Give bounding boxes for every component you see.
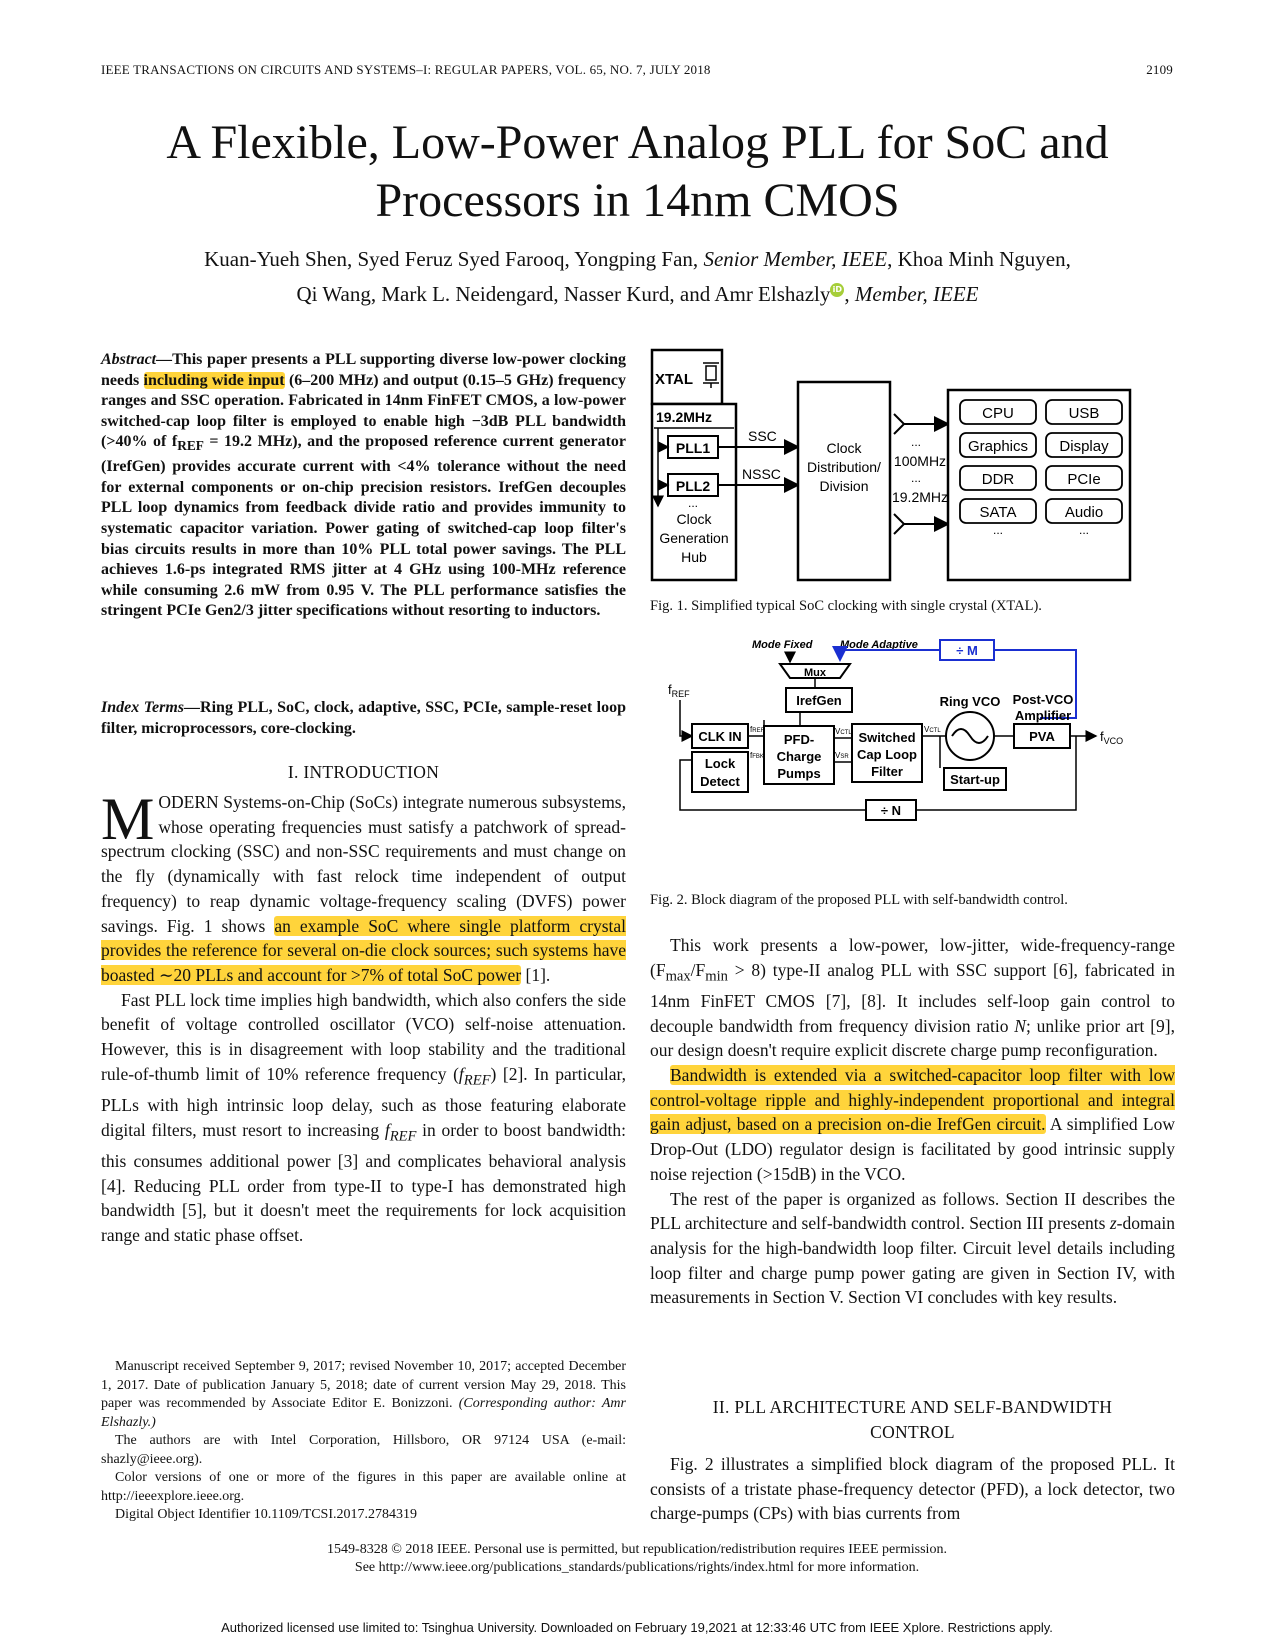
abstract [101, 350, 626, 622]
xtal-label: XTAL [654, 371, 694, 388]
figure-2-diagram [650, 636, 1170, 836]
footnotes [101, 1358, 626, 1525]
footnote-1 [101, 1358, 626, 1432]
footnote-2: The authors are with Intel Corporation, Hillsboro, OR 97124 USA (e-mail: shazly@ieee.org). [101, 1433, 626, 1467]
subsystem-label-cpu: CPU [982, 405, 1014, 422]
figure-2-caption: Fig. 2. Block diagram of the proposed PLL with self-bandwidth control. [650, 892, 1068, 908]
right-paragraph-3 [650, 1187, 1175, 1311]
hub-dots: ... [687, 496, 699, 510]
filter-label-2: Cap Loop [857, 747, 917, 762]
footnote-3: Color versions of one or more of the figures in this paper are available online at http://ieeexplore.ieee.org. [101, 1470, 626, 1504]
subsystem-label-audio: Audio [1064, 504, 1104, 521]
fref-small-label: fREF [750, 725, 765, 734]
pva-label-2: Amplifier [1014, 708, 1072, 723]
nssc-label: NSSC [742, 466, 781, 482]
title-line-1: A Flexible, Low-Power Analog PLL for SoC and [166, 116, 1109, 169]
pfd-label-1: PFD- [783, 732, 815, 747]
right-p1-a: This work presents a low-power, low-jitter, wide-frequency-range (F [650, 935, 1175, 980]
right-p1-c: > 8) type-II analog PLL with SSC support [6], fabricated in 14nm FinFET CMOS [7], [8]. It includes self-loop gain control to decouple bandwidth from frequency division ratio [650, 959, 1175, 1036]
running-header [101, 62, 1173, 78]
figure-1-diagram [650, 348, 1170, 588]
subsystem-label-graphics: Graphics [967, 438, 1029, 455]
fref-symbol-2: f [384, 1119, 390, 1140]
freq-100mhz: 100MHz [893, 453, 947, 469]
corresponding-author: (Corresponding author: Amr Elshazly.) [101, 1396, 626, 1430]
dist-label-2: Distribution/ [807, 459, 881, 475]
right-p3-a: The rest of the paper is organized as follows. Section II describes the PLL architecture and self-bandwidth control. Section III presents [650, 1188, 1175, 1234]
author-membership-2: Member, IEEE [854, 282, 979, 306]
fmin-sub: min [705, 968, 728, 985]
ssc-label: SSC [748, 428, 777, 444]
abstract-text-1: This paper presents a PLL supporting diverse low-power clocking needs [101, 351, 626, 389]
freq-19mhz: 19.2MHz [891, 489, 949, 505]
pll1-label: PLL1 [675, 440, 711, 456]
right-p2-b: A simplified Low Drop-Out (LDO) regulator design is facilitated by good intrinsic supply noise rejection (>15dB) in the VCO. [650, 1114, 1175, 1184]
intro-text [101, 786, 627, 1248]
section-2-title-line-2: CONTROL [870, 1422, 955, 1442]
startup-label: Start-up [950, 772, 1000, 787]
right-paragraph-2 [650, 1063, 1175, 1187]
fref-sub: REF [463, 1072, 491, 1089]
section-heading-2 [650, 1395, 1175, 1445]
ring-vco-label: Ring VCO [939, 694, 1001, 709]
right-p1-d: ; unlike prior art [9], our design doesn't require explicit discrete charge pump reconfiguration. [650, 1015, 1175, 1061]
author-line-1 [80, 242, 1195, 277]
author-names-1b: , Khoa Minh Nguyen, [887, 247, 1071, 271]
vctl2-small-label: VCTL [924, 725, 941, 734]
figure-1-caption: Fig. 1. Simplified typical SoC clocking with single crystal (XTAL). [650, 598, 1042, 614]
pfd-label-2: Charge [776, 749, 822, 764]
right-paragraph-4: Fig. 2 illustrates a simplified block diagram of the proposed PLL. It consists of a tristate phase-frequency detector (PFD), a lock detector, two charge-pumps (CPs) with bias currents from [650, 1454, 1175, 1524]
vsr-small-label: VSR [835, 751, 849, 760]
index-terms-text: Ring PLL, SoC, clock, adaptive, SSC, PCIe, sample-reset loop filter, microprocessors, core-clocking. [101, 699, 627, 737]
hub-label-2: Generation [659, 530, 729, 546]
abstract-text-3: = 19.2 MHz), and the proposed reference current generator (IrefGen) provides accurate current with <4% tolerance without the need for external components or on-chip precision resistors. IrefGen decouples PLL loop dynamics from feedback divide ratio and provides immunity to systematic capacitor variation. Power gating of switched-cap loop filter's bias circuits results in more than 10% PLL total power savings. The PLL achieves 1.6-ps integrated RMS jitter at 4 GHz using 100-MHz reference while consuming 2.6 mW from 0.95 V. The PLL performance satisfies the stringent PCIe Gen2/3 jitter specifications without resorting to inductors. [101, 433, 626, 620]
divide-m-label: ÷ M [956, 643, 978, 658]
title-line-2: Processors in 14nm CMOS [375, 174, 900, 227]
section-2-title-line-1: II. PLL ARCHITECTURE AND SELF-BANDWIDTH [712, 1397, 1113, 1417]
right-column-text [650, 933, 1175, 1310]
hub-label-1: Clock [676, 511, 712, 527]
highlight-2: an example SoC where single platform crystal provides the reference for several on-die clock sources; such systems have boasted ∼20 PLLs and account for >7% of total SoC power [101, 915, 627, 985]
intro-p2-text-c: in order to boost bandwidth: this consumes additional power [3] and complicates behavioral analysis [4]. Reducing PLL order from type-II to type-I has demonstrated high bandwidth [5], but it doesn't meet the requirements for lock acquisition range and static phase offset. [101, 1119, 626, 1245]
author-names-2: Qi Wang, Mark L. Neidengard, Nasser Kurd, and Amr Elshazly [296, 282, 831, 306]
ffbk-small-label: fFBK [750, 751, 764, 760]
subsystem-label-ddr: DDR [981, 471, 1015, 488]
author-names-1: Kuan-Yueh Shen, Syed Feruz Syed Farooq, Yongping Fan, [204, 247, 704, 271]
pva-label: PVA [1029, 729, 1055, 744]
divide-n-label: ÷ N [880, 803, 902, 818]
dist-dots-2: ... [910, 471, 922, 485]
intro-paragraph-1 [101, 786, 627, 988]
filter-label-3: Filter [871, 764, 903, 779]
mode-adaptive-label: Mode Adaptive [840, 639, 918, 651]
subsystem-label-display: Display [1059, 438, 1109, 455]
footnote-4: Digital Object Identifier 10.1109/TCSI.2017.2784319 [115, 1507, 417, 1522]
pva-label-1: Post-VCO [1012, 692, 1074, 707]
mux-label: Mux [804, 667, 826, 679]
intro-paragraph-2 [101, 988, 626, 1248]
fmax-sub: max [665, 968, 691, 985]
abstract-sub: REF [177, 438, 204, 454]
authorized-use-notice: Authorized licensed use limited to: Tsinghua University. Downloaded on February 19,2021 at 12:33:46 UTC from IEEE Xplore. Restrictions apply. [221, 1620, 1053, 1635]
index-terms-label: Index Terms— [101, 699, 201, 716]
intro-p1-text: ODERN Systems-on-Chip (SoCs) integrate numerous subsystems, whose operating frequencies must satisfy a patchwork of spread-spectrum clocking (SSC) and non-SSC requirements and must change on the fly (dynamically with fast relock time independent of output frequency) to reap dynamic voltage-frequency scaling (DVFS) power savings. Fig. 1 shows [101, 792, 626, 936]
filter-label-1: Switched [858, 730, 916, 745]
copyright-line-1: 1549-8328 © 2018 IEEE. Personal use is permitted, but republication/redistribution requires IEEE permission. [327, 1542, 947, 1557]
irefgen-label: IrefGen [796, 693, 842, 708]
mode-fixed-label: Mode Fixed [752, 639, 813, 651]
right-paragraph-1 [650, 933, 1175, 1063]
author-sep: , [844, 282, 855, 306]
page-number: 2109 [1146, 62, 1173, 77]
subsystem-dots-1: ... [992, 523, 1004, 537]
dist-label-3: Division [819, 478, 869, 494]
vctl-small-label: VCTL [835, 727, 852, 736]
author-line-2 [80, 277, 1195, 312]
subsystem-label-pcie: PCIe [1067, 471, 1101, 488]
footnote-1-text: Manuscript received September 9, 2017; revised November 10, 2017; accepted December 1, 2017. Date of publication January 5, 2018; date of current version May 29, 2018. This paper was recommended by Associate Editor E. Bonizzoni. [101, 1359, 626, 1411]
xtal-frequency: 19.2MHz [656, 409, 713, 425]
right-p3-b: -domain analysis for the high-bandwidth loop filter. Circuit level details including loop filter and charge pump power gating are given in Section IV, with measurements in Section V. Section VI concludes with key results. [650, 1213, 1175, 1308]
subsystem-label-usb: USB [1068, 405, 1100, 422]
intro-p1-ref: [1]. [521, 964, 551, 985]
author-list [80, 242, 1195, 312]
drop-cap: M [101, 786, 155, 852]
fvco-output-label: $f_{VCO}$ [1100, 729, 1124, 746]
pll2-label: PLL2 [675, 478, 711, 494]
journal-name: IEEE TRANSACTIONS ON CIRCUITS AND SYSTEMS–I: REGULAR PAPERS, VOL. 65, NO. 7, JULY 2018 [101, 62, 711, 77]
copyright-line-2: See http://www.ieee.org/publications_standards/publications/rights/index.html for more information. [354, 1560, 920, 1575]
fref-symbol: f [458, 1063, 464, 1084]
paper-title [80, 114, 1195, 230]
abstract-text-2: (6–200 MHz) and output (0.15–5 GHz) frequency ranges and SSC operation. Fabricated in 14nm FinFET CMOS, a low-power switched-cap loop filter is employed to enable high −3dB PLL bandwidth (>40% of f [101, 371, 626, 451]
fref-input-label: $f_{REF}$ [668, 682, 690, 699]
highlight-3: Bandwidth is extended via a switched-capacitor loop filter with low control-voltage ripple and highly-independent proportional and integral gain adjust, based on a precision on-die IrefGen circuit. [650, 1065, 1175, 1135]
copyright-notice [101, 1541, 1173, 1577]
hub-label-3: Hub [681, 549, 707, 565]
orcid-icon[interactable]: iD [830, 283, 844, 297]
lock-label-2: Detect [700, 774, 740, 789]
subsystem-label-sata: SATA [979, 504, 1017, 521]
abstract-label: Abstract— [101, 351, 173, 368]
dist-label-1: Clock [826, 440, 862, 456]
highlight-1: including wide input [143, 371, 285, 389]
right-p1-b: /F [690, 959, 706, 980]
lock-label-1: Lock [704, 756, 736, 771]
subsystem-dots-2: ... [1078, 523, 1090, 537]
intro-p2-text-b: ) [2]. In particular, PLLs with high intrinsic loop delay, such as those featuring elaborate digital filters, must resort to increasing [101, 1063, 627, 1140]
fref-sub-2: REF [389, 1128, 417, 1145]
pfd-label-3: Pumps [777, 766, 821, 781]
z-symbol: z [1109, 1213, 1117, 1234]
n-symbol: N [1014, 1015, 1026, 1036]
index-terms [101, 698, 626, 739]
clk-in-label: CLK IN [698, 729, 742, 744]
section-2-text [650, 1452, 1175, 1526]
dist-dots-1: ... [910, 435, 922, 449]
intro-p2-text-a: Fast PLL lock time implies high bandwidth, which also confers the side benefit of voltage controlled oscillator (VCO) self-noise attenuation. However, this is in disagreement with loop stability and the traditional rule-of-thumb limit of 10% reference frequency ( [101, 989, 626, 1084]
section-heading-1: I. INTRODUCTION [287, 762, 440, 782]
author-membership-1: Senior Member, IEEE [703, 247, 888, 271]
